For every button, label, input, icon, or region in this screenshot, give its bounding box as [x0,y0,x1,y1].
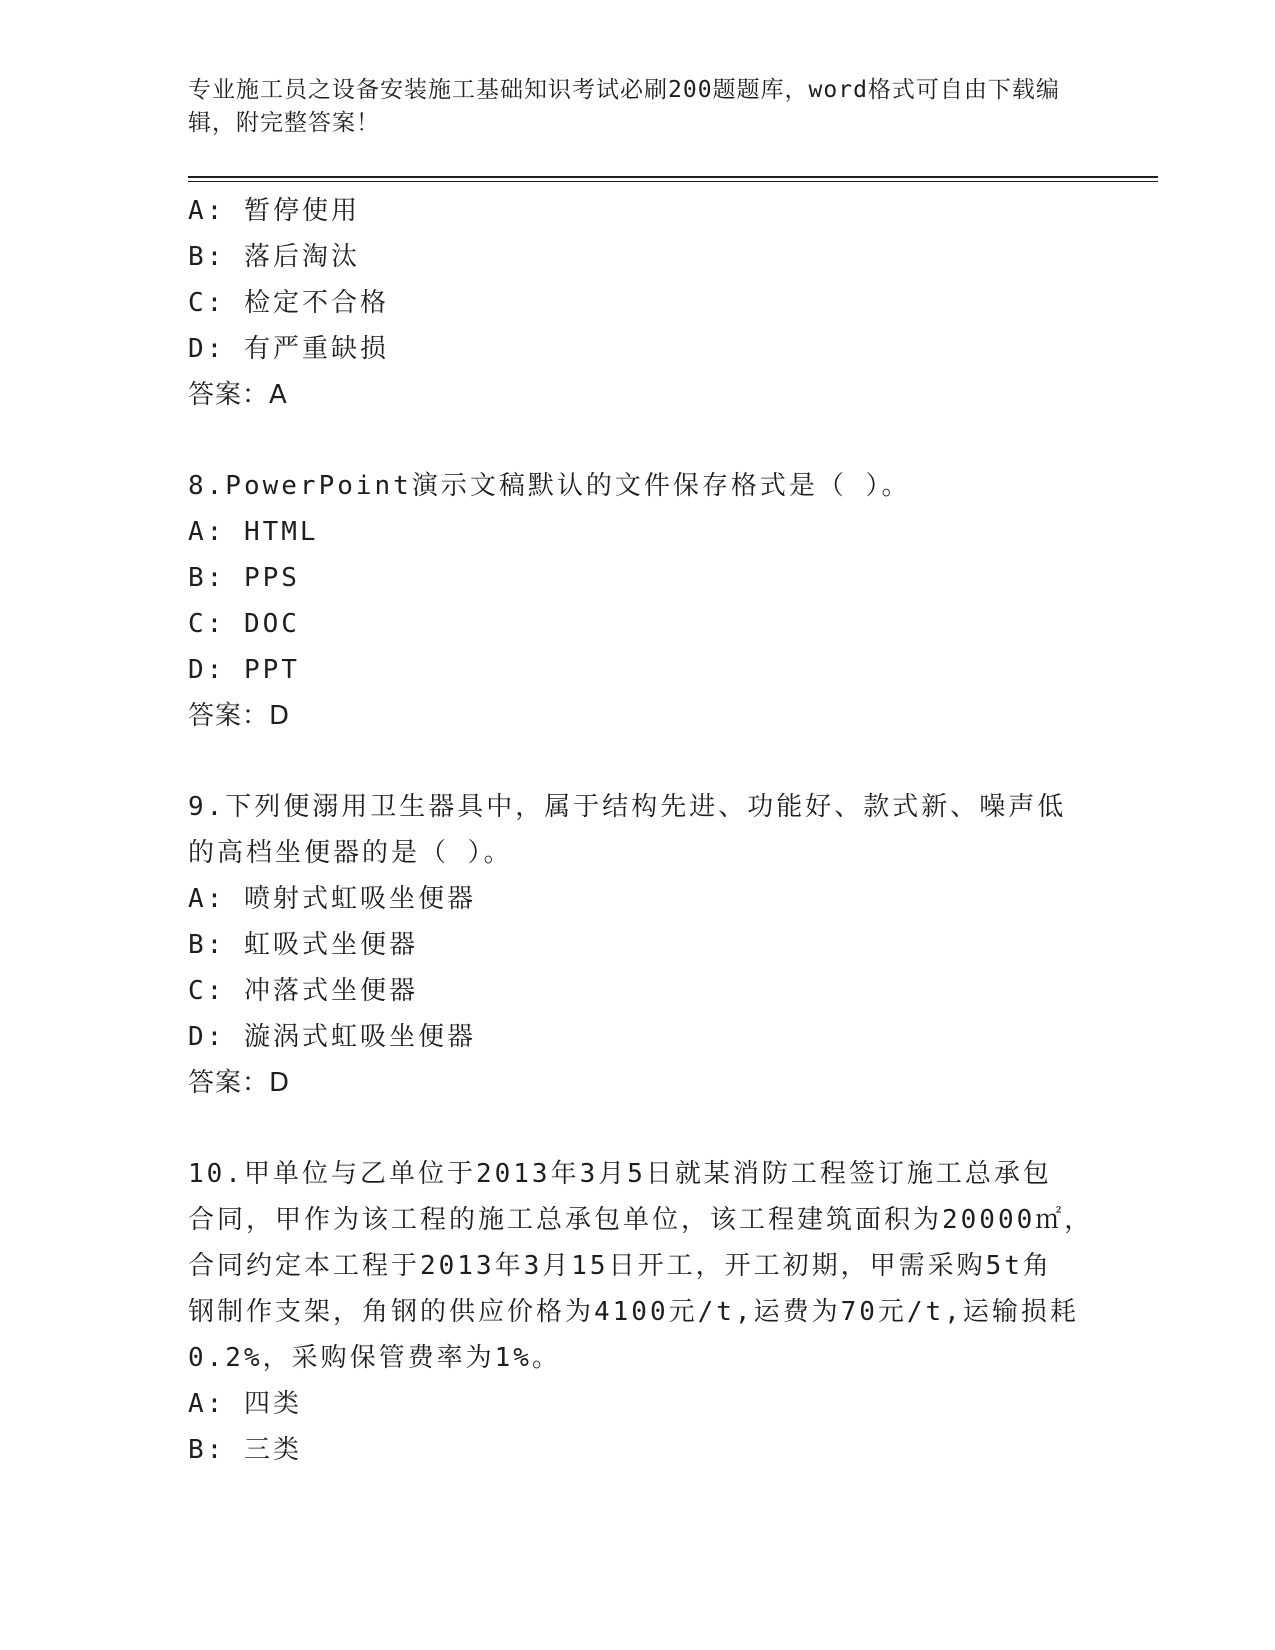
option-b: B: 虹吸式坐便器 [188,930,418,960]
answer-line: 答案：D [188,1068,291,1098]
option-b: B: PPS [188,563,300,593]
option-a: A: 四类 [188,1389,302,1419]
question-10-text-line-5: 0.2%，采购保管费率为1%。 [188,1343,561,1373]
option-c: C: 检定不合格 [188,288,389,318]
option-c: C: DOC [188,609,300,639]
option-c: C: 冲落式坐便器 [188,976,418,1006]
question-10-text-line-2: 合同，甲作为该工程的施工总承包单位，该工程建筑面积为20000㎡， [188,1205,1094,1235]
option-a: A: 喷射式虹吸坐便器 [188,884,476,914]
header-rule [188,176,1158,182]
question-10-block [188,1151,1094,1473]
document-header: 专业施工员之设备安装施工基础知识考试必刷200题题库，word格式可自由下载编辑，附完整答案！ [188,77,1060,136]
question-8-text: 8.PowerPoint演示文稿默认的文件保存格式是（ ）。 [188,471,911,501]
question-9-block [188,784,1088,1106]
answer-line: 答案：A [188,380,288,410]
answer-line: 答案：D [188,701,291,731]
option-b: B: 落后淘汰 [188,242,360,272]
question-10-text-line-3: 合同约定本工程于2013年3月15日开工，开工初期，甲需采购5t角 [188,1251,1052,1281]
option-a: A: HTML [188,517,319,547]
question-8-block [188,463,1088,739]
option-d: D: 有严重缺损 [188,334,389,364]
question-7-block [188,188,1088,418]
question-9-text-line-2: 的高档坐便器的是（ ）。 [188,838,513,868]
question-9-text-line-1: 9.下列便溺用卫生器具中，属于结构先进、功能好、款式新、噪声低 [188,792,1067,822]
option-a: A: 暂停使用 [188,196,360,226]
option-d: D: 漩涡式虹吸坐便器 [188,1022,476,1052]
option-d: D: PPT [188,655,300,685]
spacer [188,1106,1088,1151]
document-page [188,0,1158,1650]
option-b: B: 三类 [188,1435,302,1465]
spacer [188,739,1088,784]
spacer [188,418,1088,463]
question-10-text-line-4: 钢制作支架，角钢的供应价格为4100元/t,运费为70元/t,运输损耗 [188,1297,1079,1327]
document-content [188,188,1094,1473]
question-10-text-line-1: 10.甲单位与乙单位于2013年3月5日就某消防工程签订施工总承包 [188,1159,1052,1189]
